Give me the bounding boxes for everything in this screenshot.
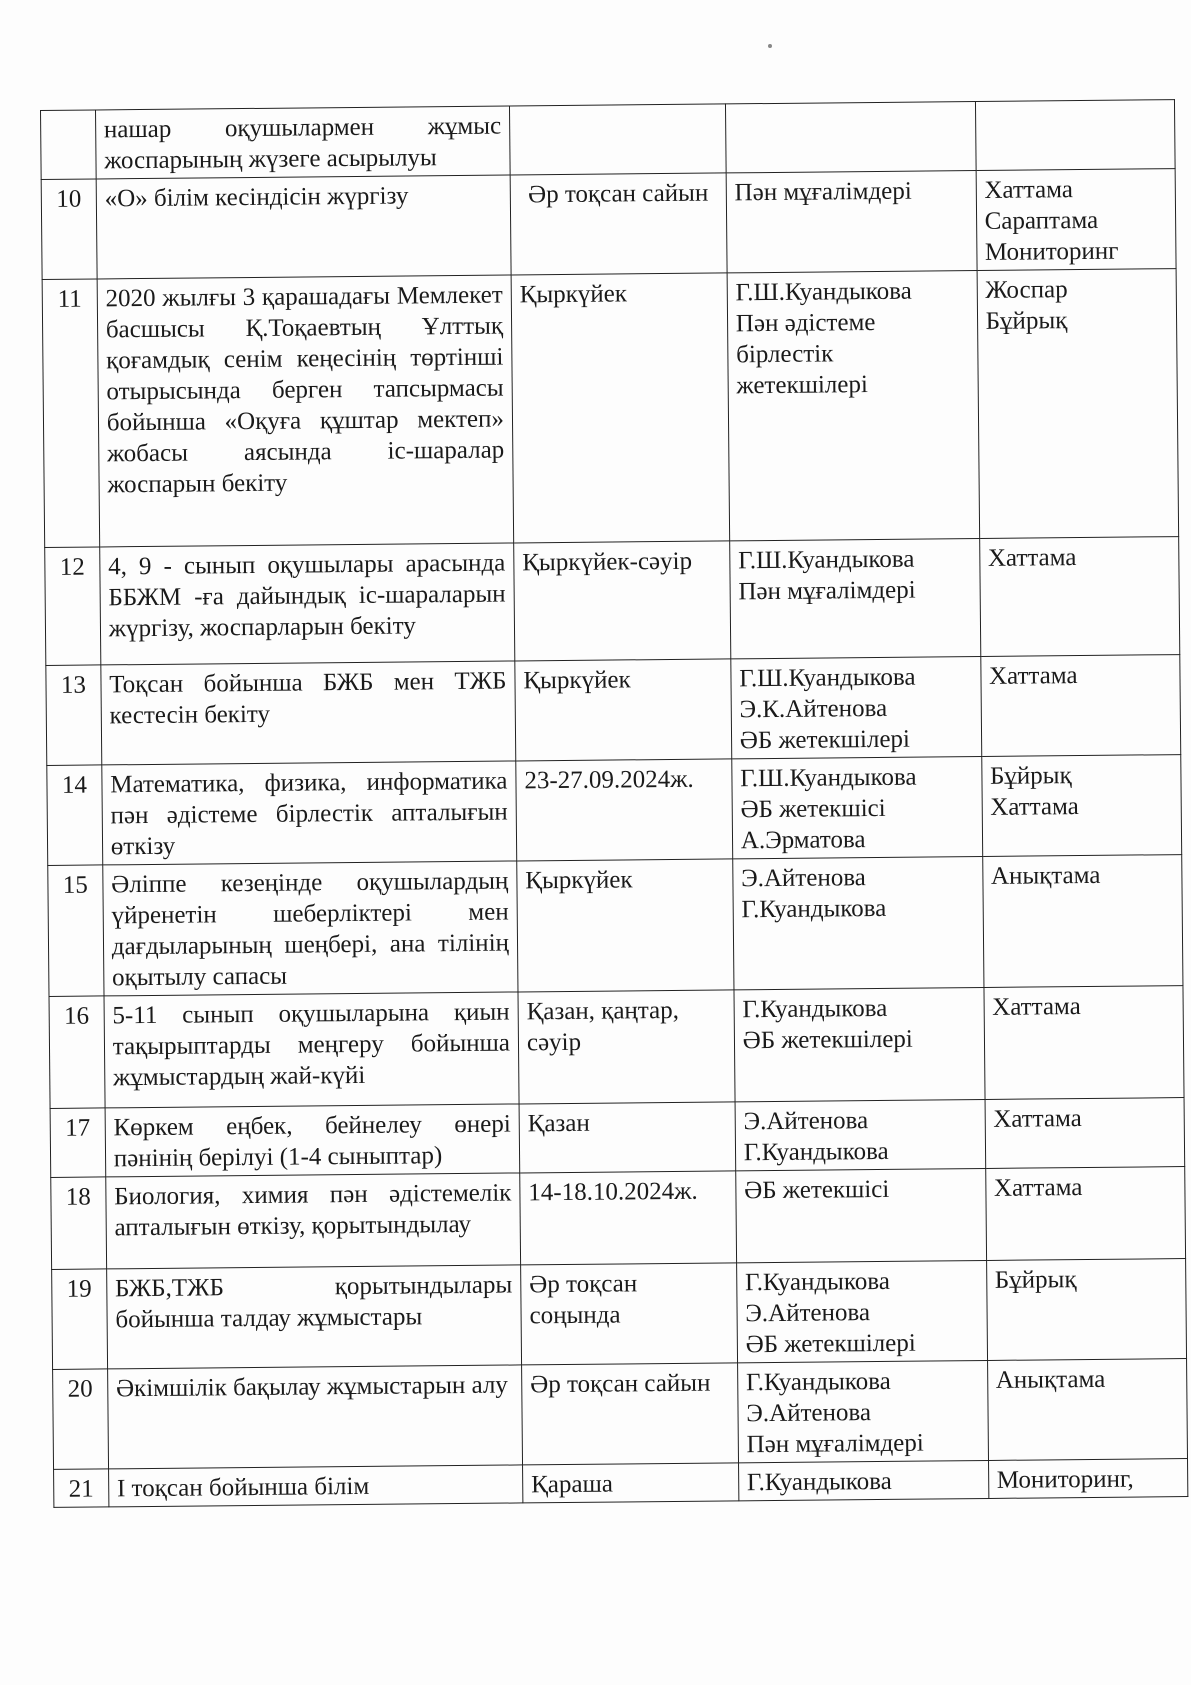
responsible-persons — [729, 539, 980, 659]
result-documents — [980, 655, 1180, 757]
result-document: Анықтама — [995, 1365, 1106, 1394]
event-period: Әр тоқсан сайын — [510, 173, 727, 275]
event-description: нашар оқушылармен жұмыс жоспарының жүзеге асырылуы — [95, 106, 510, 179]
responsible-person: Г.Куандыкова — [742, 994, 888, 1024]
responsible-person: ӘБ жетекшісі — [740, 794, 886, 824]
result-documents — [975, 100, 1175, 171]
row-number: 17 — [50, 1108, 105, 1178]
event-description: Математика, физика, информатика пән әдістеме бірлестік апталығын өткізу — [102, 761, 517, 865]
event-period: Қыркүйек-сәуір — [514, 541, 731, 661]
event-description: БЖБ,ТЖБ қорытындылары бойынша талдау жұмыстары — [106, 1265, 521, 1369]
responsible-person: ӘБ жетекшісі — [744, 1175, 890, 1205]
event-description: 2020 жылғы 3 қарашадағы Мемлекет басшысы Қ.Тоқаевтың Ұлттық қоғамдық сенім кеңесінің төртінші отырысында берген тапсырмасы бойынша «Оқуға құштар мектеп» жобасы аясында іс-шаралар жоспарын бекіту — [97, 275, 514, 547]
event-description: І тоқсан бойынша білім — [108, 1465, 523, 1507]
responsible-persons — [737, 1360, 988, 1462]
result-document: Хаттама — [988, 662, 1078, 690]
responsible-persons — [736, 1260, 987, 1362]
responsible-persons — [738, 1460, 988, 1500]
work-plan-table — [40, 99, 1188, 1508]
responsible-person: ӘБ жетекшілері — [739, 725, 911, 755]
result-document: Хаттама — [990, 793, 1079, 821]
event-description: Биология, химия пән әдістемелік апталығын өткізу, қорытындылау — [106, 1173, 521, 1269]
row-number: 13 — [46, 665, 102, 766]
row-number: 16 — [49, 996, 105, 1109]
table-row — [50, 1098, 1185, 1178]
table-row — [49, 986, 1184, 1109]
responsible-persons — [727, 271, 979, 541]
event-period — [509, 104, 725, 175]
result-documents — [988, 1459, 1188, 1499]
responsible-person: Пән әдістеме бірлестік жетекшілері — [735, 308, 876, 400]
event-description: 4, 9 - сынып оқушылары арасында ББЖМ -ға дайындық іс-шараларын жүргізу, жоспарларын бекіту — [99, 543, 514, 665]
table-row — [45, 537, 1180, 666]
row-number: 20 — [53, 1369, 109, 1470]
event-description: Көркем еңбек, бейнелеу өнері пәнінің берілуі (1-4 сыныптар) — [105, 1104, 520, 1177]
responsible-person: Э.Айтенова — [746, 1399, 872, 1428]
scan-speck — [768, 44, 772, 48]
event-period: Әр тоқсан сайын — [522, 1363, 739, 1465]
event-period: Қазан, қаңтар, сәуір — [518, 990, 735, 1104]
responsible-person: Г.Ш.Куандыкова — [739, 663, 916, 693]
result-documents — [977, 269, 1179, 539]
result-documents — [984, 986, 1185, 1100]
result-document: Сараптама — [984, 206, 1099, 235]
row-number: 18 — [51, 1177, 107, 1270]
responsible-persons — [726, 171, 977, 273]
responsible-persons — [732, 856, 983, 989]
result-documents — [976, 169, 1176, 271]
responsible-persons — [732, 756, 983, 858]
result-document: Бұйрық — [985, 307, 1068, 335]
event-description: Әліппе кезеңінде оқушылардың үйренетін шеберліктері мен дағдыларының шеңбері, ана тілінің оқытылу сапасы — [103, 861, 518, 996]
row-number: 15 — [48, 865, 104, 997]
result-document: Хаттама — [984, 176, 1074, 204]
row-number: 14 — [47, 765, 103, 866]
table-row — [47, 755, 1182, 866]
result-document: Хаттама — [993, 1105, 1082, 1133]
responsible-person: Э.Айтенова — [745, 1299, 871, 1328]
responsible-person: Э.К.Айтенова — [739, 694, 888, 724]
event-description: 5-11 сынып оқушыларына қиын тақырыптарды меңгеру бойынша жұмыстардың жай-күйі — [104, 992, 519, 1108]
responsible-person: ӘБ жетекшілері — [742, 1025, 913, 1055]
table-row — [51, 1167, 1186, 1270]
work-plan-table-body — [41, 100, 1188, 1508]
responsible-persons — [734, 987, 985, 1101]
event-period: 14-18.10.2024ж. — [520, 1171, 737, 1265]
responsible-person: Г.Ш.Куандыкова — [735, 277, 912, 307]
result-documents — [979, 537, 1180, 657]
responsible-person: А.Эрматова — [740, 826, 866, 855]
responsible-persons — [725, 102, 975, 173]
responsible-person: Пән мұғалімдері — [734, 177, 912, 207]
responsible-person: ӘБ жетекшілері — [745, 1329, 916, 1359]
event-period: Қараша — [522, 1463, 738, 1503]
row-number: 10 — [41, 179, 97, 280]
result-documents — [986, 1259, 1186, 1361]
result-document: Бұйрық — [989, 762, 1072, 790]
row-number: 12 — [45, 547, 101, 666]
result-documents — [985, 1098, 1185, 1169]
table-row — [42, 269, 1179, 548]
responsible-person: Пән мұғалімдері — [746, 1429, 924, 1459]
event-period: Әр тоқсан соңында — [521, 1263, 738, 1365]
result-document: Жоспар — [985, 276, 1068, 304]
result-document: Мониторинг, — [996, 1465, 1134, 1494]
responsible-persons — [731, 656, 982, 758]
responsible-persons — [735, 1168, 986, 1262]
responsible-person: Э.Айтенова — [741, 864, 866, 893]
responsible-person: Г.Куандыкова — [743, 1137, 889, 1167]
result-documents — [981, 755, 1181, 857]
result-document: Хаттама — [987, 544, 1077, 572]
event-period: Қыркүйек — [515, 659, 732, 761]
table-row — [52, 1259, 1187, 1370]
table-row — [53, 1359, 1188, 1470]
table-row — [48, 855, 1183, 997]
table-row — [46, 655, 1181, 766]
responsible-person: Г.Куандыкова — [741, 894, 887, 924]
table-row — [41, 100, 1176, 180]
event-period: Қазан — [519, 1102, 735, 1173]
result-documents — [985, 1167, 1185, 1261]
result-document: Анықтама — [990, 861, 1101, 890]
result-documents — [982, 855, 1183, 988]
responsible-person: Г.Ш.Куандыкова — [740, 763, 917, 793]
responsible-person: Г.Куандыкова — [744, 1267, 890, 1297]
plan-table-wrapper — [40, 99, 1188, 1508]
row-number — [41, 110, 96, 180]
responsible-person: Э.Айтенова — [743, 1107, 869, 1136]
event-period: Қыркүйек — [517, 859, 734, 992]
row-number: 11 — [42, 279, 99, 548]
table-row — [41, 169, 1176, 280]
event-period: 23-27.09.2024ж. — [516, 759, 733, 861]
responsible-person: Г.Куандыкова — [745, 1367, 891, 1397]
row-number: 21 — [54, 1469, 109, 1508]
responsible-person: Пән мұғалімдері — [738, 576, 916, 606]
responsible-person: Г.Ш.Куандыкова — [737, 545, 915, 575]
result-document: Бұйрық — [994, 1266, 1077, 1294]
result-document: Хаттама — [993, 1174, 1083, 1202]
event-description: Тоқсан бойынша БЖБ мен ТЖБ кестесін бекіту — [101, 661, 516, 765]
result-document: Хаттама — [992, 993, 1081, 1021]
row-number: 19 — [52, 1269, 108, 1370]
responsible-persons — [735, 1099, 985, 1170]
responsible-person: Г.Куандыкова — [746, 1467, 892, 1497]
event-description: Әкімшілік бақылау жұмыстарын алу — [107, 1365, 522, 1469]
event-period: Қыркүйек — [511, 273, 729, 543]
result-documents — [987, 1359, 1187, 1461]
event-description: «О» білім кесіндісін жүргізу — [96, 175, 511, 279]
result-document: Мониторинг — [984, 237, 1119, 266]
